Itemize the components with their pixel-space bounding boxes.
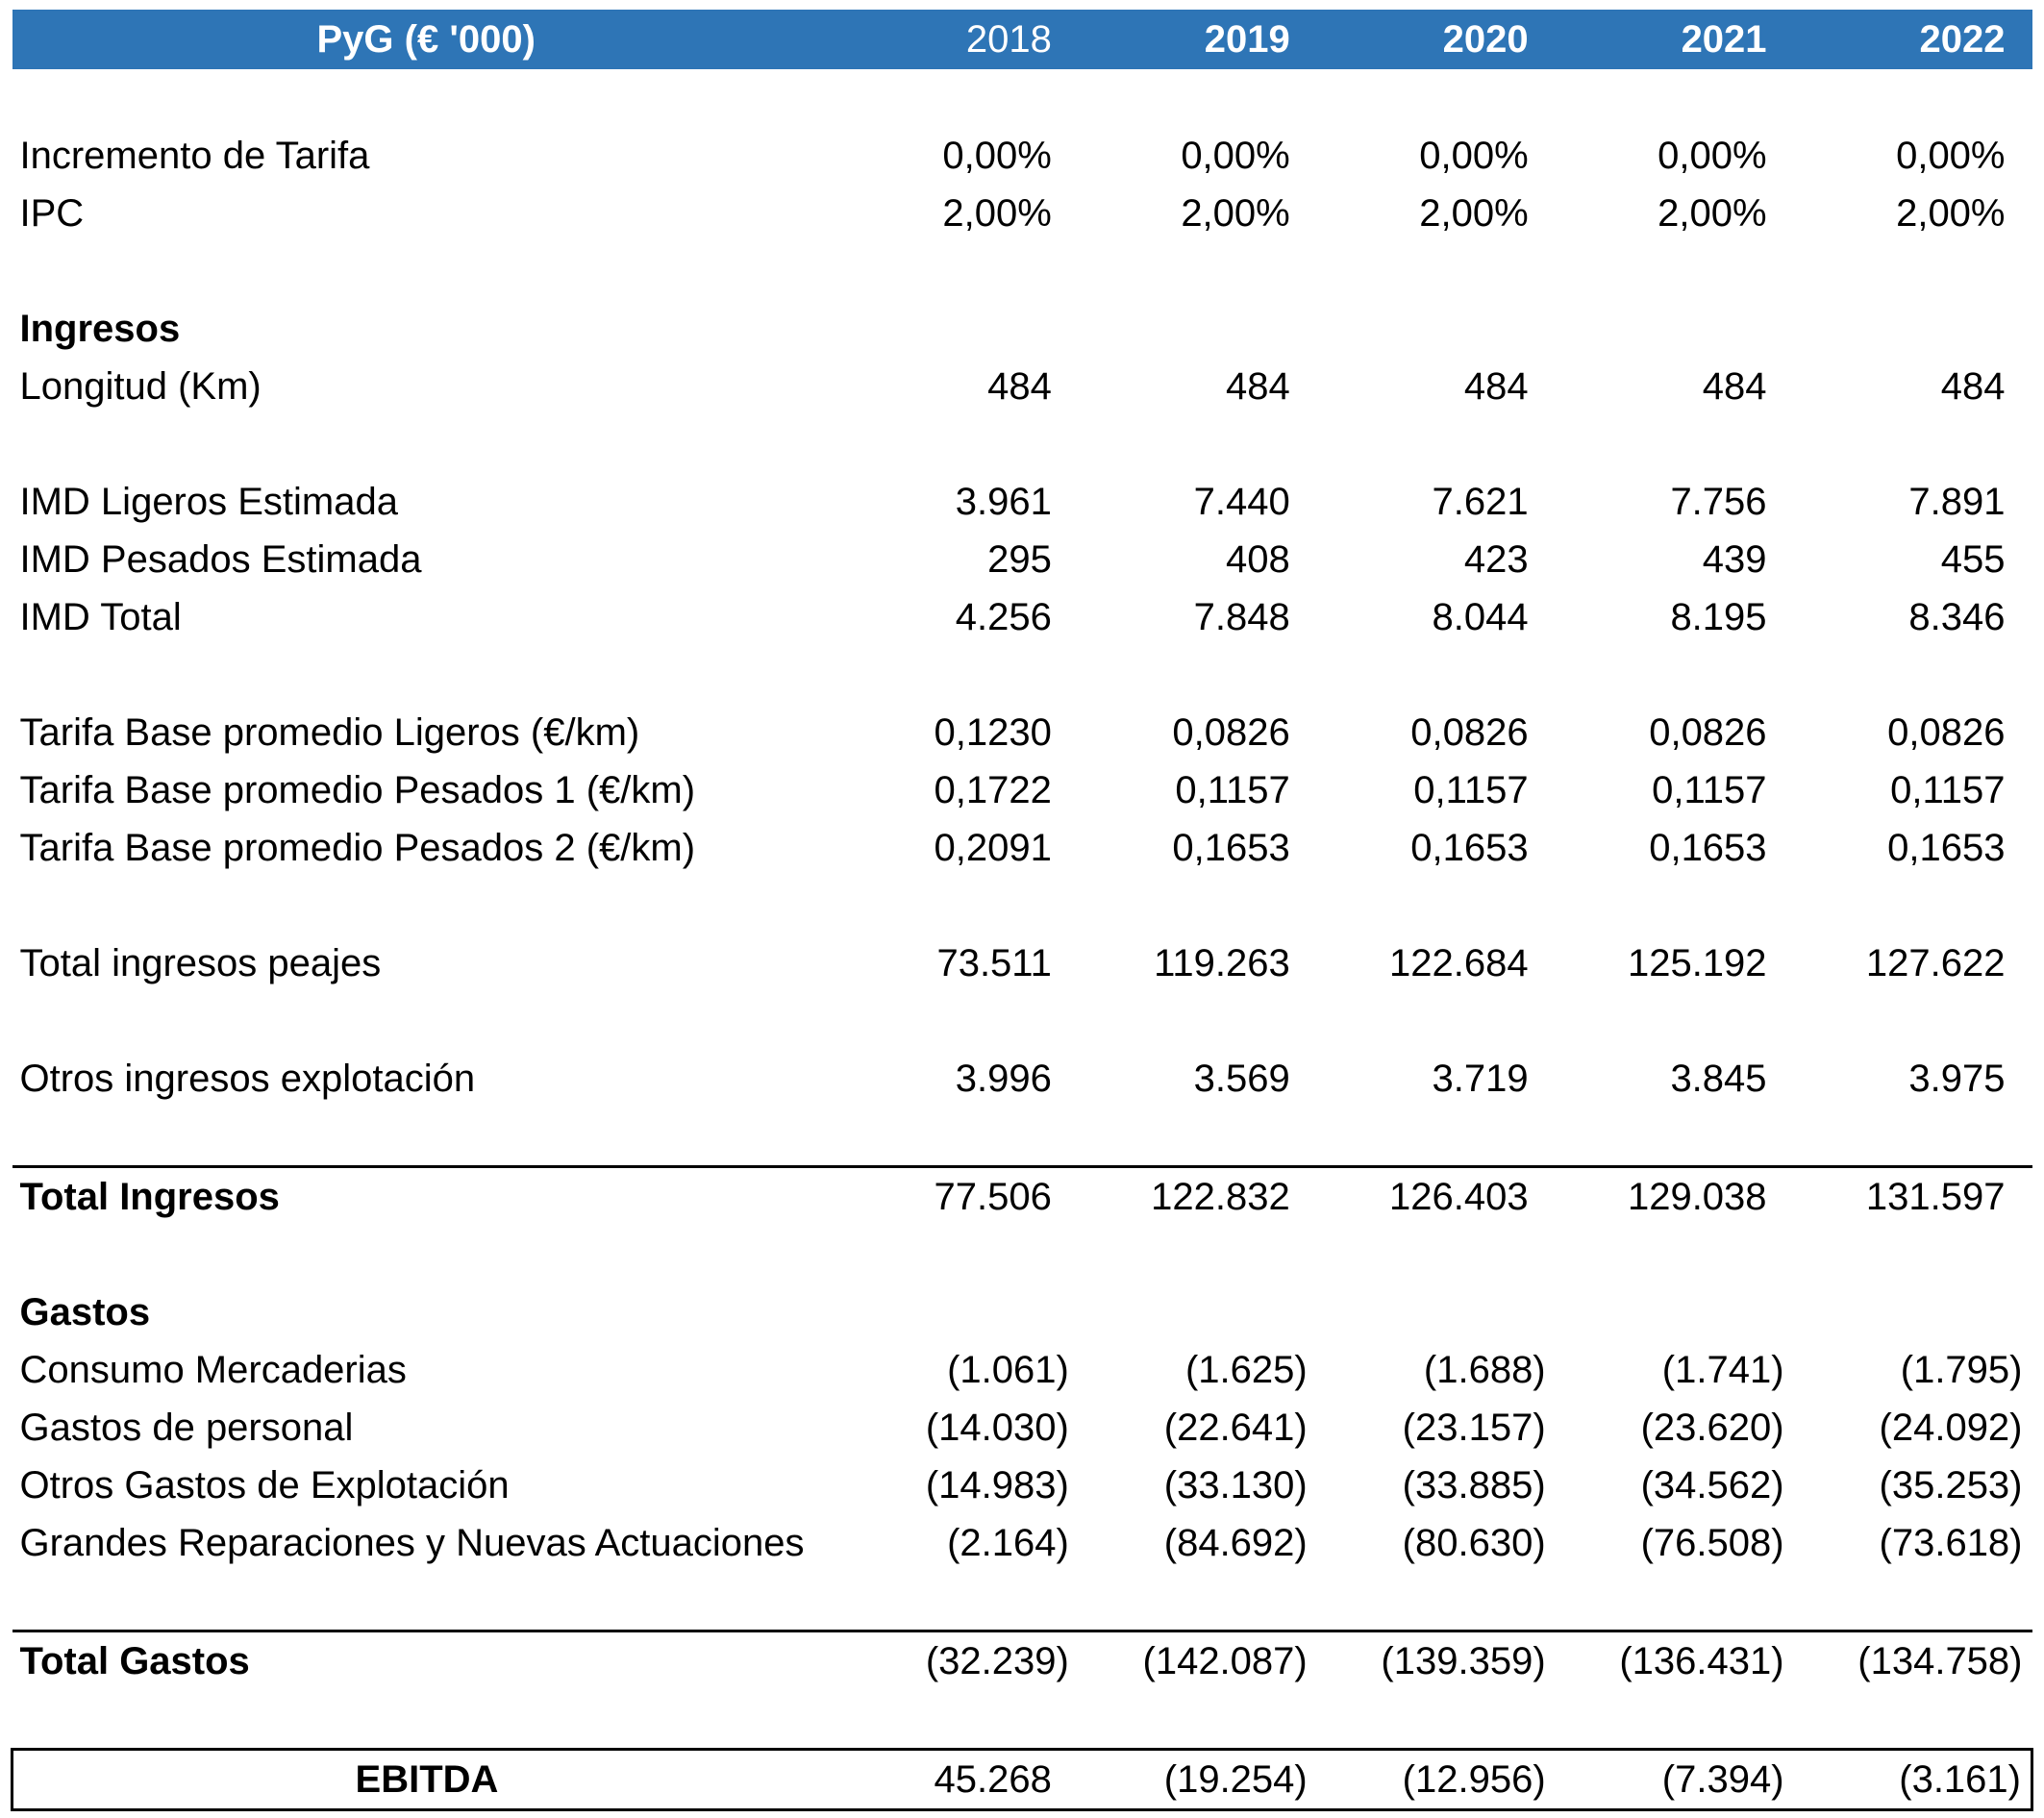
cell-value: (23.157) xyxy=(1402,1406,1546,1449)
table-row xyxy=(12,1631,2032,1691)
spacer-row xyxy=(12,415,2032,473)
cell-value: (33.130) xyxy=(1163,1463,1308,1507)
row-label: Tarifa Base promedio Pesados 1 (€/km) xyxy=(19,768,696,811)
cell-value: (12.956) xyxy=(1317,1750,1556,1810)
table-row xyxy=(12,1283,2032,1341)
cell-value: (139.359) xyxy=(1317,1631,1556,1691)
table-title: PyG (€ '000) xyxy=(12,10,840,69)
cell-value: 3.975 xyxy=(1908,1057,2006,1100)
cell-value: 0,1157 xyxy=(1890,768,2006,811)
cell-value: 484 xyxy=(1225,364,1290,408)
cell-value: (84.692) xyxy=(1163,1521,1308,1564)
row-label: Tarifa Base promedio Pesados 2 (€/km) xyxy=(19,826,696,869)
cell-value: 8.195 xyxy=(1670,595,1767,638)
cell-value: 0,1653 xyxy=(1410,826,1529,869)
table-row xyxy=(12,1341,2032,1399)
cell-value: 439 xyxy=(1702,537,1767,581)
cell-value: 0,1653 xyxy=(1887,826,2006,869)
cell-value: 7.756 xyxy=(1670,480,1767,523)
cell-value: 0,1653 xyxy=(1172,826,1290,869)
year-header: 2019 xyxy=(1079,10,1317,69)
row-label: IMD Total xyxy=(19,595,182,638)
cell-value: (32.239) xyxy=(840,1631,1079,1691)
row-label: Otros ingresos explotación xyxy=(19,1057,476,1100)
cell-value: 0,00% xyxy=(1419,134,1529,177)
cell-value: 127.622 xyxy=(1865,941,2006,984)
table-row xyxy=(12,1167,2032,1227)
cell-value: 45.268 xyxy=(840,1750,1079,1810)
year-header: 2020 xyxy=(1317,10,1556,69)
spacer-cell xyxy=(12,415,2032,473)
cell-value: 131.597 xyxy=(1794,1167,2032,1227)
spacer-cell xyxy=(12,1572,2032,1631)
table-row xyxy=(12,358,2032,415)
cell-value: 0,1653 xyxy=(1649,826,1767,869)
spacer-cell xyxy=(12,1690,2032,1750)
row-label: Gastos de personal xyxy=(19,1406,354,1449)
cell-value: (1.625) xyxy=(1184,1348,1308,1391)
table-row xyxy=(12,588,2032,646)
cell-value xyxy=(1079,1283,1317,1341)
cell-value xyxy=(1794,300,2032,358)
table-row xyxy=(12,704,2032,761)
cell-value: 0,0826 xyxy=(1887,710,2006,754)
row-label: IPC xyxy=(19,191,85,235)
cell-value: (142.087) xyxy=(1079,1631,1317,1691)
spacer-cell xyxy=(12,992,2032,1050)
table-row xyxy=(12,531,2032,588)
table-row xyxy=(12,300,2032,358)
spacer-row xyxy=(12,992,2032,1050)
spacer-cell xyxy=(12,69,2032,127)
cell-value: 7.891 xyxy=(1908,480,2006,523)
cell-value: (33.885) xyxy=(1402,1463,1546,1507)
cell-value: (34.562) xyxy=(1640,1463,1784,1507)
row-label: Incremento de Tarifa xyxy=(19,134,370,177)
cell-value: (19.254) xyxy=(1079,1750,1317,1810)
cell-value: 129.038 xyxy=(1556,1167,1794,1227)
row-label: Grandes Reparaciones y Nuevas Actuaciones xyxy=(19,1521,805,1564)
cell-value: 455 xyxy=(1940,537,2006,581)
cell-value: 0,2091 xyxy=(934,826,1052,869)
cell-value: 0,0826 xyxy=(1172,710,1290,754)
cell-value: (14.030) xyxy=(925,1406,1069,1449)
cell-value: 0,1230 xyxy=(934,710,1052,754)
cell-value: 2,00% xyxy=(1181,191,1290,235)
cell-value: (136.431) xyxy=(1556,1631,1794,1691)
cell-value: 3.845 xyxy=(1670,1057,1767,1100)
cell-value: (76.508) xyxy=(1640,1521,1784,1564)
year-header: 2021 xyxy=(1556,10,1794,69)
cell-value: 3.961 xyxy=(955,480,1052,523)
cell-value: 295 xyxy=(987,537,1052,581)
row-label: Ingresos xyxy=(19,307,181,350)
cell-value: (24.092) xyxy=(1879,1406,2023,1449)
cell-value: (1.061) xyxy=(947,1348,1069,1391)
cell-value xyxy=(840,300,1079,358)
cell-value: 8.346 xyxy=(1908,595,2006,638)
table-row xyxy=(12,1750,2032,1810)
cell-value: 0,00% xyxy=(1896,134,2006,177)
table-row xyxy=(12,761,2032,819)
table-row xyxy=(12,473,2032,531)
table-row xyxy=(12,185,2032,242)
cell-value: (14.983) xyxy=(925,1463,1069,1507)
spacer-cell xyxy=(12,646,2032,704)
cell-value: (35.253) xyxy=(1879,1463,2023,1507)
cell-value: 7.621 xyxy=(1432,480,1529,523)
cell-value xyxy=(1556,300,1794,358)
spacer-row xyxy=(12,646,2032,704)
cell-value: 73.511 xyxy=(936,941,1052,984)
cell-value: 7.440 xyxy=(1193,480,1290,523)
row-label: IMD Pesados Estimada xyxy=(19,537,422,581)
year-header: 2018 xyxy=(840,10,1079,69)
cell-value xyxy=(1317,300,1556,358)
table-row xyxy=(12,1457,2032,1514)
spacer-row xyxy=(12,1690,2032,1750)
row-label: Otros Gastos de Explotación xyxy=(19,1463,510,1507)
cell-value: 2,00% xyxy=(1419,191,1529,235)
cell-value: (134.758) xyxy=(1794,1631,2032,1691)
row-label: Total ingresos peajes xyxy=(19,941,382,984)
cell-value xyxy=(1794,1283,2032,1341)
cell-value: 0,00% xyxy=(1658,134,1767,177)
spacer-row xyxy=(12,877,2032,934)
spacer-row xyxy=(12,69,2032,127)
cell-value: 4.256 xyxy=(955,595,1052,638)
cell-value: 119.263 xyxy=(1154,941,1290,984)
pyg-table xyxy=(11,10,2033,1811)
cell-value: (73.618) xyxy=(1879,1521,2023,1564)
spacer-row xyxy=(12,1572,2032,1631)
table-row xyxy=(12,934,2032,992)
cell-value: (1.795) xyxy=(1900,1348,2023,1391)
cell-value: (22.641) xyxy=(1163,1406,1308,1449)
cell-value: 0,00% xyxy=(1181,134,1290,177)
cell-value: 77.506 xyxy=(840,1167,1079,1227)
cell-value: 7.848 xyxy=(1193,595,1290,638)
spacer-row xyxy=(12,242,2032,300)
cell-value: 484 xyxy=(1463,364,1529,408)
row-label: Total Gastos xyxy=(12,1631,840,1691)
cell-value: (2.164) xyxy=(947,1521,1069,1564)
table-body xyxy=(12,69,2032,1810)
row-label: EBITDA xyxy=(12,1750,840,1810)
cell-value: 8.044 xyxy=(1432,595,1529,638)
cell-value: 484 xyxy=(987,364,1052,408)
cell-value: 126.403 xyxy=(1317,1167,1556,1227)
cell-value xyxy=(1079,300,1317,358)
cell-value: 484 xyxy=(1702,364,1767,408)
cell-value: 2,00% xyxy=(1896,191,2006,235)
cell-value xyxy=(1317,1283,1556,1341)
cell-value: (80.630) xyxy=(1402,1521,1546,1564)
spacer-cell xyxy=(12,1226,2032,1283)
table-row xyxy=(12,819,2032,877)
spacer-cell xyxy=(12,1108,2032,1167)
cell-value: 3.569 xyxy=(1193,1057,1290,1100)
cell-value: 423 xyxy=(1463,537,1529,581)
table-row xyxy=(12,1514,2032,1572)
row-label: Gastos xyxy=(19,1290,151,1333)
row-label: Total Ingresos xyxy=(12,1167,840,1227)
spacer-row xyxy=(12,1108,2032,1167)
cell-value: 408 xyxy=(1225,537,1290,581)
cell-value: 0,00% xyxy=(942,134,1052,177)
spacer-cell xyxy=(12,242,2032,300)
table-row xyxy=(12,1050,2032,1108)
cell-value: 2,00% xyxy=(942,191,1052,235)
cell-value: 122.684 xyxy=(1389,941,1529,984)
cell-value: 0,1157 xyxy=(1413,768,1529,811)
cell-value: 3.719 xyxy=(1432,1057,1529,1100)
cell-value: 0,1722 xyxy=(934,768,1052,811)
row-label: Consumo Mercaderias xyxy=(19,1348,407,1391)
row-label: IMD Ligeros Estimada xyxy=(19,480,398,523)
cell-value: 0,0826 xyxy=(1410,710,1529,754)
cell-value xyxy=(1556,1283,1794,1341)
cell-value: 484 xyxy=(1940,364,2006,408)
cell-value: 0,1157 xyxy=(1652,768,1767,811)
cell-value xyxy=(840,1283,1079,1341)
row-label: Longitud (Km) xyxy=(19,364,262,408)
cell-value: 0,1157 xyxy=(1175,768,1290,811)
table-row xyxy=(12,1399,2032,1457)
cell-value: (23.620) xyxy=(1640,1406,1784,1449)
header-row xyxy=(12,10,2032,69)
cell-value: 122.832 xyxy=(1079,1167,1317,1227)
cell-value: (7.394) xyxy=(1556,1750,1794,1810)
cell-value: 0,0826 xyxy=(1649,710,1767,754)
cell-value: (1.741) xyxy=(1661,1348,1784,1391)
table-row xyxy=(12,127,2032,185)
spacer-cell xyxy=(12,877,2032,934)
row-label: Tarifa Base promedio Ligeros (€/km) xyxy=(19,710,640,754)
cell-value: 3.996 xyxy=(955,1057,1052,1100)
cell-value: (3.161) xyxy=(1794,1750,2032,1810)
spacer-row xyxy=(12,1226,2032,1283)
cell-value: 125.192 xyxy=(1627,941,1767,984)
cell-value: (1.688) xyxy=(1423,1348,1546,1391)
cell-value: 2,00% xyxy=(1658,191,1767,235)
year-header: 2022 xyxy=(1794,10,2032,69)
